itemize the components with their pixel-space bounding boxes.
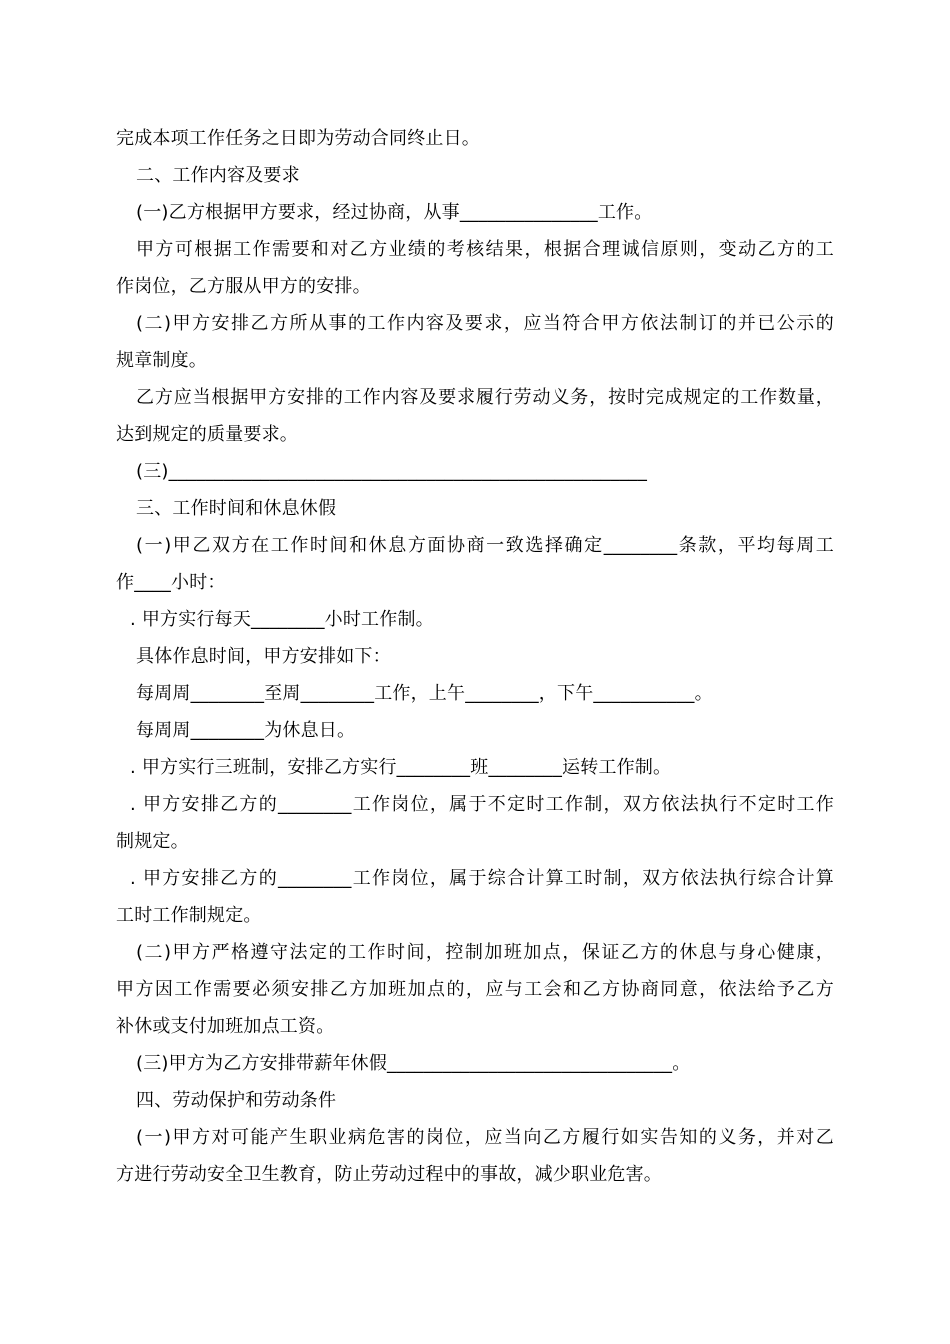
paragraph-line: 甲方可根据工作需要和对乙方业绩的考核结果，根据合理诚信原则，变动乙方的工 [136, 239, 834, 260]
paragraph-line: (一)甲方对可能产生职业病危害的岗位，应当向乙方履行如实告知的义务，并对乙 [136, 1127, 834, 1148]
paragraph-line: (三)甲方为乙方安排带薪年休假_______________________________。 [136, 1053, 691, 1074]
paragraph-line: . 甲方安排乙方的________工作岗位，属于不定时工作制，双方依法执行不定时工作 [130, 794, 834, 815]
paragraph-line: 完成本项工作任务之日即为劳动合同终止日。 [116, 128, 480, 149]
paragraph-line: 规章制度。 [116, 350, 207, 371]
paragraph-line: 每周周________为休息日。 [136, 720, 356, 741]
paragraph-line: . 甲方实行三班制，安排乙方实行________班________运转工作制。 [130, 757, 672, 778]
paragraph-line: 补休或支付加班加点工资。 [116, 1016, 335, 1037]
paragraph-line: (三)____________________________________________________ [136, 461, 648, 482]
paragraph-line: (二)甲方严格遵守法定的工作时间，控制加班加点，保证乙方的休息与身心健康， [136, 942, 834, 963]
paragraph-line: . 甲方安排乙方的________工作岗位，属于综合计算工时制，双方依法执行综合计算 [130, 868, 834, 889]
paragraph-line: 每周周________至周________工作，上午________，下午___________。 [136, 683, 713, 704]
paragraph-line: 甲方因工作需要必须安排乙方加班加点的，应与工会和乙方协商同意，依法给予乙方 [116, 979, 834, 1000]
paragraph-line: 方进行劳动安全卫生教育，防止劳动过程中的事故，减少职业危害。 [116, 1164, 662, 1185]
paragraph-line: 作____小时： [116, 572, 226, 593]
paragraph-line: 具体作息时间，甲方安排如下： [136, 646, 391, 667]
paragraph-line: 达到规定的质量要求。 [116, 424, 298, 445]
paragraph-line: (一)甲乙双方在工作时间和休息方面协商一致选择确定________条款，平均每周工 [136, 535, 834, 556]
paragraph-line: 乙方应当根据甲方安排的工作内容及要求履行劳动义务，按时完成规定的工作数量， [136, 387, 834, 408]
section-heading: 二、工作内容及要求 [136, 165, 300, 186]
section-heading: 四、劳动保护和劳动条件 [136, 1090, 337, 1111]
section-heading: 三、工作时间和休息休假 [136, 498, 337, 519]
paragraph-line: . 甲方实行每天________小时工作制。 [130, 609, 434, 630]
paragraph-line: (二)甲方安排乙方所从事的工作内容及要求，应当符合甲方依法制订的并已公示的 [136, 313, 834, 334]
paragraph-line: 作岗位，乙方服从甲方的安排。 [116, 276, 371, 297]
paragraph-line: 制规定。 [116, 831, 189, 852]
paragraph-line: 工时工作制规定。 [116, 905, 262, 926]
paragraph-line: (一)乙方根据甲方要求，经过协商，从事_______________工作。 [136, 202, 653, 223]
